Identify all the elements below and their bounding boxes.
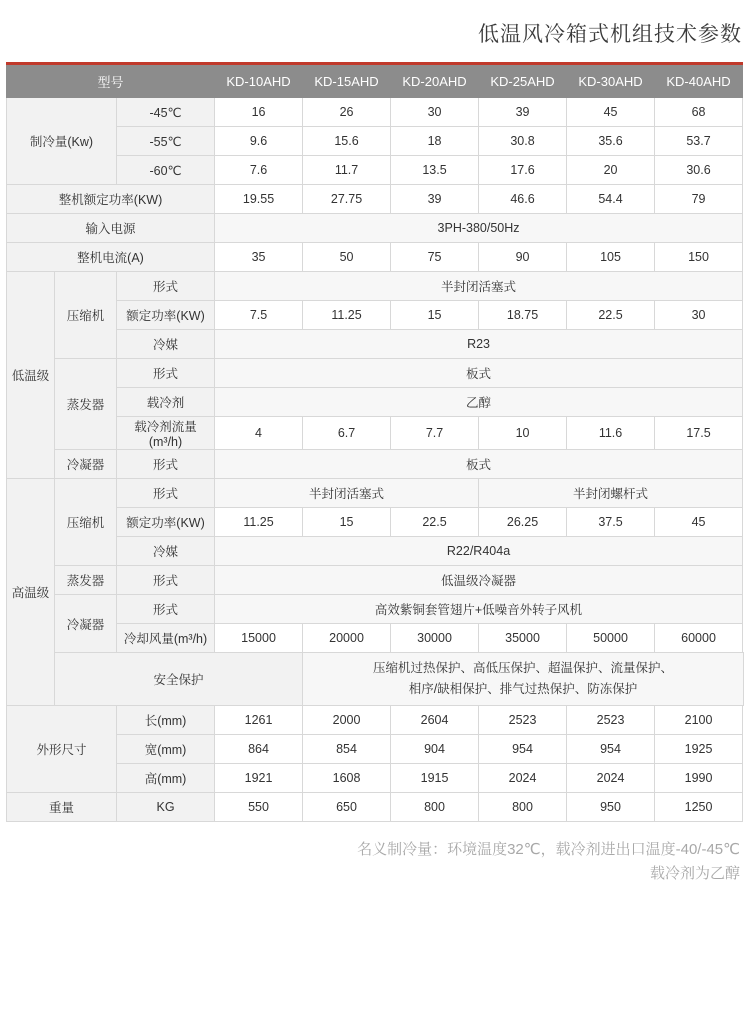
footnote-line-1: 名义制冷量：环境温度32℃，载冷剂进出口温度-40/-45℃ bbox=[357, 841, 740, 858]
header-model-2: KD-20AHD bbox=[391, 64, 479, 98]
dimension-0-0: 1261 bbox=[215, 706, 303, 735]
high-compressor-type-label: 形式 bbox=[117, 479, 215, 508]
header-model-4: KD-30AHD bbox=[567, 64, 655, 98]
low-compressor-power-0: 7.5 bbox=[215, 301, 303, 330]
safety-label: 安全保护 bbox=[55, 653, 303, 706]
dimension-1-4: 954 bbox=[567, 735, 655, 764]
low-compressor-power-label: 额定功率(KW) bbox=[117, 301, 215, 330]
table-row bbox=[7, 330, 744, 359]
table-row bbox=[7, 537, 744, 566]
high-compressor-type-value-right: 半封闭螺杆式 bbox=[479, 479, 743, 508]
low-coolant-flow-2: 7.7 bbox=[391, 417, 479, 450]
safety-value bbox=[303, 653, 744, 706]
dimension-2-0: 1921 bbox=[215, 764, 303, 793]
cooling-0-4: 45 bbox=[567, 98, 655, 127]
dimension-1-3: 954 bbox=[479, 735, 567, 764]
dimension-1-1: 854 bbox=[303, 735, 391, 764]
current-label: 整机电流(A) bbox=[7, 243, 215, 272]
current-1: 50 bbox=[303, 243, 391, 272]
high-compressor-type-value-left: 半封闭活塞式 bbox=[215, 479, 479, 508]
dimension-name-1: 宽(mm) bbox=[117, 735, 215, 764]
table-row bbox=[7, 595, 744, 624]
table-row bbox=[7, 98, 744, 127]
cooling-2-4: 20 bbox=[567, 156, 655, 185]
low-compressor-label: 压缩机 bbox=[55, 272, 117, 359]
high-condenser-airflow-0: 15000 bbox=[215, 624, 303, 653]
dimension-0-2: 2604 bbox=[391, 706, 479, 735]
low-compressor-power-5: 30 bbox=[655, 301, 743, 330]
current-5: 150 bbox=[655, 243, 743, 272]
dimension-0-1: 2000 bbox=[303, 706, 391, 735]
specification-table bbox=[6, 62, 744, 822]
cooling-0-3: 39 bbox=[479, 98, 567, 127]
header-model-3: KD-25AHD bbox=[479, 64, 567, 98]
dimension-name-2: 高(mm) bbox=[117, 764, 215, 793]
weight-unit: KG bbox=[117, 793, 215, 822]
table-row bbox=[7, 566, 744, 595]
table-row bbox=[7, 508, 744, 537]
header-model-1: KD-15AHD bbox=[303, 64, 391, 98]
low-condenser-label: 冷凝器 bbox=[55, 450, 117, 479]
dimension-0-4: 2523 bbox=[567, 706, 655, 735]
table-row bbox=[7, 653, 744, 706]
table-row bbox=[7, 793, 744, 822]
high-compressor-power-0: 11.25 bbox=[215, 508, 303, 537]
dimension-0-5: 2100 bbox=[655, 706, 743, 735]
cooling-1-5: 53.7 bbox=[655, 127, 743, 156]
dimension-name-0: 长(mm) bbox=[117, 706, 215, 735]
low-compressor-power-3: 18.75 bbox=[479, 301, 567, 330]
header-model-0: KD-10AHD bbox=[215, 64, 303, 98]
current-2: 75 bbox=[391, 243, 479, 272]
rated-power-label: 整机额定功率(KW) bbox=[7, 185, 215, 214]
high-stage-label: 高温级 bbox=[7, 479, 55, 706]
table-row bbox=[7, 243, 744, 272]
low-coolant-label: 载冷剂 bbox=[117, 388, 215, 417]
high-condenser-type-label: 形式 bbox=[117, 595, 215, 624]
low-coolant-flow-label: 载冷剂流量(m³/h) bbox=[117, 417, 215, 450]
footnote bbox=[0, 822, 750, 886]
high-condenser-airflow-1: 20000 bbox=[303, 624, 391, 653]
weight-4: 950 bbox=[567, 793, 655, 822]
cooling-2-1: 11.7 bbox=[303, 156, 391, 185]
low-compressor-type-value: 半封闭活塞式 bbox=[215, 272, 743, 301]
dimension-1-5: 1925 bbox=[655, 735, 743, 764]
dimension-2-5: 1990 bbox=[655, 764, 743, 793]
rated-power-0: 19.55 bbox=[215, 185, 303, 214]
low-coolant-flow-3: 10 bbox=[479, 417, 567, 450]
footnote-line-2: 载冷剂为乙醇 bbox=[649, 865, 740, 882]
high-evaporator-type-value: 低温级冷凝器 bbox=[215, 566, 743, 595]
cooling-2-5: 30.6 bbox=[655, 156, 743, 185]
low-evaporator-type-value: 板式 bbox=[215, 359, 743, 388]
low-evaporator-label: 蒸发器 bbox=[55, 359, 117, 450]
low-compressor-power-2: 15 bbox=[391, 301, 479, 330]
cooling-1-3: 30.8 bbox=[479, 127, 567, 156]
weight-1: 650 bbox=[303, 793, 391, 822]
cooling-temp-1: -55℃ bbox=[117, 127, 215, 156]
low-coolant-flow-1: 6.7 bbox=[303, 417, 391, 450]
cooling-1-0: 9.6 bbox=[215, 127, 303, 156]
header-model-label: 型号 bbox=[7, 64, 215, 98]
dimensions-label: 外形尺寸 bbox=[7, 706, 117, 793]
dimension-2-3: 2024 bbox=[479, 764, 567, 793]
high-condenser-label: 冷凝器 bbox=[55, 595, 117, 653]
high-condenser-airflow-label: 冷却风量(m³/h) bbox=[117, 624, 215, 653]
dimension-1-0: 864 bbox=[215, 735, 303, 764]
table-row bbox=[7, 272, 744, 301]
high-evaporator-label: 蒸发器 bbox=[55, 566, 117, 595]
power-supply-value: 3PH-380/50Hz bbox=[215, 214, 743, 243]
table-row bbox=[7, 127, 744, 156]
cooling-temp-0: -45℃ bbox=[117, 98, 215, 127]
cooling-2-3: 17.6 bbox=[479, 156, 567, 185]
table-row bbox=[7, 706, 744, 735]
high-compressor-power-4: 37.5 bbox=[567, 508, 655, 537]
cooling-1-4: 35.6 bbox=[567, 127, 655, 156]
safety-line-2: 相序/缺相保护、排气过热保护、防冻保护 bbox=[408, 682, 638, 696]
cooling-1-1: 15.6 bbox=[303, 127, 391, 156]
high-compressor-power-2: 22.5 bbox=[391, 508, 479, 537]
dimension-2-2: 1915 bbox=[391, 764, 479, 793]
low-compressor-type-label: 形式 bbox=[117, 272, 215, 301]
low-compressor-power-4: 22.5 bbox=[567, 301, 655, 330]
cooling-0-1: 26 bbox=[303, 98, 391, 127]
dimension-1-2: 904 bbox=[391, 735, 479, 764]
high-compressor-power-1: 15 bbox=[303, 508, 391, 537]
table-row bbox=[7, 185, 744, 214]
high-compressor-refrigerant-label: 冷媒 bbox=[117, 537, 215, 566]
low-condenser-type-label: 形式 bbox=[117, 450, 215, 479]
table-row bbox=[7, 359, 744, 388]
weight-3: 800 bbox=[479, 793, 567, 822]
cooling-0-2: 30 bbox=[391, 98, 479, 127]
current-3: 90 bbox=[479, 243, 567, 272]
weight-2: 800 bbox=[391, 793, 479, 822]
cooling-0-5: 68 bbox=[655, 98, 743, 127]
cooling-1-2: 18 bbox=[391, 127, 479, 156]
dimension-2-4: 2024 bbox=[567, 764, 655, 793]
cooling-0-0: 16 bbox=[215, 98, 303, 127]
table-header-row bbox=[7, 64, 744, 98]
page-title: 低温风冷箱式机组技术参数 bbox=[478, 23, 742, 46]
low-compressor-refrigerant-label: 冷媒 bbox=[117, 330, 215, 359]
high-condenser-airflow-4: 50000 bbox=[567, 624, 655, 653]
dimension-0-3: 2523 bbox=[479, 706, 567, 735]
table-row bbox=[7, 301, 744, 330]
rated-power-3: 46.6 bbox=[479, 185, 567, 214]
low-condenser-type-value: 板式 bbox=[215, 450, 743, 479]
table-row bbox=[7, 735, 744, 764]
weight-0: 550 bbox=[215, 793, 303, 822]
rated-power-2: 39 bbox=[391, 185, 479, 214]
table-row bbox=[7, 417, 744, 450]
high-condenser-airflow-3: 35000 bbox=[479, 624, 567, 653]
table-row bbox=[7, 214, 744, 243]
high-compressor-power-3: 26.25 bbox=[479, 508, 567, 537]
low-coolant-value: 乙醇 bbox=[215, 388, 743, 417]
dimension-2-1: 1608 bbox=[303, 764, 391, 793]
rated-power-5: 79 bbox=[655, 185, 743, 214]
high-condenser-airflow-5: 60000 bbox=[655, 624, 743, 653]
low-compressor-power-1: 11.25 bbox=[303, 301, 391, 330]
high-evaporator-type-label: 形式 bbox=[117, 566, 215, 595]
power-supply-label: 输入电源 bbox=[7, 214, 215, 243]
high-compressor-power-5: 45 bbox=[655, 508, 743, 537]
cooling-capacity-label: 制冷量(Kw) bbox=[7, 98, 117, 185]
low-compressor-refrigerant-value: R23 bbox=[215, 330, 743, 359]
low-coolant-flow-0: 4 bbox=[215, 417, 303, 450]
table-row bbox=[7, 624, 744, 653]
table-row bbox=[7, 450, 744, 479]
high-condenser-airflow-2: 30000 bbox=[391, 624, 479, 653]
current-0: 35 bbox=[215, 243, 303, 272]
cooling-2-0: 7.6 bbox=[215, 156, 303, 185]
high-compressor-label: 压缩机 bbox=[55, 479, 117, 566]
weight-label: 重量 bbox=[7, 793, 117, 822]
low-coolant-flow-4: 11.6 bbox=[567, 417, 655, 450]
cooling-temp-2: -60℃ bbox=[117, 156, 215, 185]
rated-power-4: 54.4 bbox=[567, 185, 655, 214]
high-compressor-refrigerant-value: R22/R404a bbox=[215, 537, 743, 566]
high-compressor-power-label: 额定功率(KW) bbox=[117, 508, 215, 537]
table-row bbox=[7, 388, 744, 417]
cooling-2-2: 13.5 bbox=[391, 156, 479, 185]
low-coolant-flow-5: 17.5 bbox=[655, 417, 743, 450]
header-model-5: KD-40AHD bbox=[655, 64, 743, 98]
table-row bbox=[7, 156, 744, 185]
rated-power-1: 27.75 bbox=[303, 185, 391, 214]
high-condenser-type-value: 高效紫铜套管翅片+低噪音外转子风机 bbox=[215, 595, 743, 624]
safety-line-1: 压缩机过热保护、高低压保护、超温保护、流量保护、 bbox=[373, 660, 674, 675]
weight-5: 1250 bbox=[655, 793, 743, 822]
table-row bbox=[7, 479, 744, 508]
current-4: 105 bbox=[567, 243, 655, 272]
low-evaporator-type-label: 形式 bbox=[117, 359, 215, 388]
low-stage-label: 低温级 bbox=[7, 272, 55, 479]
table-row bbox=[7, 764, 744, 793]
